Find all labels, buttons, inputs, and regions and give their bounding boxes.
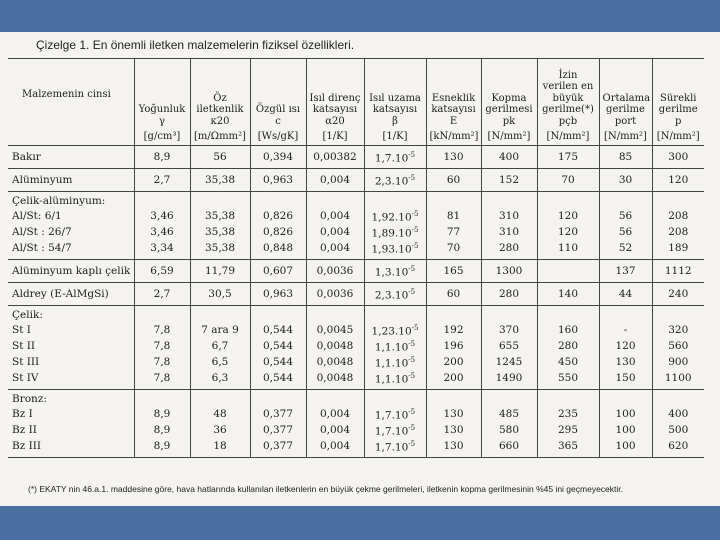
- table-cell: [481, 192, 537, 208]
- material-name: Al/St : 26/7: [12, 225, 72, 238]
- table-cell: 200: [426, 354, 481, 370]
- material-name: Al/St: 6/1: [12, 209, 62, 222]
- table-cell: $1,1.10^{-5}$: [364, 338, 426, 354]
- table-cell: 0,394: [250, 146, 306, 169]
- table-cell: 0,0048: [306, 354, 364, 370]
- table-cell: 0,0048: [306, 370, 364, 390]
- table-cell: [250, 390, 306, 406]
- material-name: Çelik-alüminyum:: [8, 192, 134, 208]
- material-name: Aldrey (E-AlMgSi): [8, 283, 134, 306]
- table-cell: 6,5: [190, 354, 250, 370]
- table-cell: [190, 390, 250, 406]
- material-name: St IV: [12, 371, 39, 384]
- table-cell: [306, 390, 364, 406]
- column-header: [364, 59, 426, 130]
- table-cell: 0,004: [306, 240, 364, 260]
- column-label: Ortalama gerilme: [602, 92, 651, 115]
- header-row: [8, 59, 704, 130]
- document-page: [0, 32, 720, 506]
- table-cell: [426, 390, 481, 406]
- table-cell: 152: [481, 169, 537, 192]
- table-cell: 85: [599, 146, 652, 169]
- table-cell: 6,59: [134, 260, 190, 283]
- column-header: [8, 59, 134, 130]
- column-symbol: γ: [159, 115, 165, 127]
- table-cell: 18: [190, 438, 250, 458]
- table-cell: $1,1.10^{-5}$: [364, 370, 426, 390]
- column-symbol: pçb: [558, 115, 578, 127]
- table-cell: 0,004: [306, 406, 364, 422]
- table-cell: 310: [481, 208, 537, 224]
- column-symbol: κ20: [210, 115, 230, 127]
- table-cell: $1,93.10^{-5}$: [364, 240, 426, 260]
- table-cell: $1,89.10^{-5}$: [364, 224, 426, 240]
- column-symbol: c: [275, 115, 281, 127]
- table-row: [8, 354, 704, 370]
- table-cell: 485: [481, 406, 537, 422]
- table-cell: 7,8: [134, 338, 190, 354]
- table-cell: 196: [426, 338, 481, 354]
- table-cell: 0,544: [250, 322, 306, 338]
- column-symbol: E: [449, 115, 458, 127]
- table-cell: -: [599, 322, 652, 338]
- table-cell: 1112: [652, 260, 704, 283]
- table-cell: 3,34: [134, 240, 190, 260]
- table-cell: [250, 306, 306, 322]
- table-cell: 365: [537, 438, 599, 458]
- table-cell: [426, 192, 481, 208]
- material-name: St III: [12, 355, 40, 368]
- table-cell: 70: [537, 169, 599, 192]
- table-title: Çizelge 1. En önemli iletken malzemelerin fiziksel özellikleri.: [36, 38, 355, 52]
- table-cell: [364, 192, 426, 208]
- material-name: Bz I: [12, 407, 33, 420]
- table-cell: 81: [426, 208, 481, 224]
- table-cell: [599, 306, 652, 322]
- table-cell: $1,23.10^{-5}$: [364, 322, 426, 338]
- table-cell: [134, 390, 190, 406]
- table-cell: 100: [599, 438, 652, 458]
- table-cell: 560: [652, 338, 704, 354]
- table-cell: 56: [599, 224, 652, 240]
- table-row: [8, 438, 704, 458]
- table-cell: 30,5: [190, 283, 250, 306]
- table-cell: 0,0048: [306, 338, 364, 354]
- table-cell: 0,377: [250, 406, 306, 422]
- table-cell: 7,8: [134, 322, 190, 338]
- table-cell: 450: [537, 354, 599, 370]
- table-cell: 60: [426, 283, 481, 306]
- table-cell: [537, 306, 599, 322]
- column-unit: [1/K]: [306, 129, 364, 146]
- table-cell: [481, 390, 537, 406]
- table-row: [8, 390, 704, 406]
- table-cell: [599, 390, 652, 406]
- column-symbol: β: [392, 115, 398, 127]
- table-cell: [364, 306, 426, 322]
- table-cell: 208: [652, 224, 704, 240]
- table-cell: 7,8: [134, 370, 190, 390]
- table-row: [8, 306, 704, 322]
- table-cell: 655: [481, 338, 537, 354]
- table-cell: 300: [652, 146, 704, 169]
- table-cell: 100: [599, 406, 652, 422]
- table-row: [8, 260, 704, 283]
- table-cell: [134, 192, 190, 208]
- column-label: Kopma gerilmesi: [485, 92, 533, 115]
- table-cell: 30: [599, 169, 652, 192]
- material-name: Bronz:: [8, 390, 134, 406]
- column-unit: [8, 129, 134, 146]
- table-cell: 140: [537, 283, 599, 306]
- table-cell: [364, 390, 426, 406]
- table-cell: 8,9: [134, 438, 190, 458]
- table-cell: 48: [190, 406, 250, 422]
- table-cell: 7,8: [134, 354, 190, 370]
- table-cell: 0,00382: [306, 146, 364, 169]
- table-cell: [652, 306, 704, 322]
- table-cell: 500: [652, 422, 704, 438]
- table-cell: 400: [652, 406, 704, 422]
- table-cell: 6,3: [190, 370, 250, 390]
- material-name: Çelik:: [8, 306, 134, 322]
- table-cell: $1,7.10^{-5}$: [364, 146, 426, 169]
- table-cell: [652, 390, 704, 406]
- column-label: Esneklik katsayısı: [431, 92, 476, 115]
- table-cell: 295: [537, 422, 599, 438]
- table-cell: 310: [481, 224, 537, 240]
- column-header: [599, 59, 652, 130]
- table-cell: 130: [426, 438, 481, 458]
- table-cell: 165: [426, 260, 481, 283]
- table-cell: $1,7.10^{-5}$: [364, 438, 426, 458]
- table-cell: 120: [537, 224, 599, 240]
- table-row: [8, 406, 704, 422]
- table-cell: 8,9: [134, 146, 190, 169]
- table-cell: 0,848: [250, 240, 306, 260]
- table-cell: 0,0045: [306, 322, 364, 338]
- table-cell: 35,38: [190, 240, 250, 260]
- table-cell: [537, 260, 599, 283]
- table-cell: $1,1.10^{-5}$: [364, 354, 426, 370]
- table-cell: $1,7.10^{-5}$: [364, 406, 426, 422]
- column-label: Özgül ısı: [255, 104, 301, 115]
- table-cell: $1,3.10^{-5}$: [364, 260, 426, 283]
- table-cell: 137: [599, 260, 652, 283]
- table-cell: 100: [599, 422, 652, 438]
- table-cell: 0,544: [250, 338, 306, 354]
- table-cell: 150: [599, 370, 652, 390]
- column-header: [481, 59, 537, 130]
- table-row: [8, 322, 704, 338]
- column-header: [250, 59, 306, 130]
- material-name: Al/St : 54/7: [12, 241, 72, 254]
- footnote: (*) EKATY nin 46.a.1. maddesine göre, hava hatlarında kullanılan iletkenlerin en büyük çekme gerilmeleri, iletkenin kopma gerilmesinin %45 ini geçmeyecektir.: [28, 484, 623, 494]
- table-cell: 0,544: [250, 370, 306, 390]
- column-label: Sürekli gerilme: [658, 92, 698, 115]
- table-cell: 7 ara 9: [190, 322, 250, 338]
- table-cell: 36: [190, 422, 250, 438]
- column-unit: [m/Ωmm²]: [190, 129, 250, 146]
- table-cell: 110: [537, 240, 599, 260]
- table-cell: [190, 192, 250, 208]
- table-row: [8, 338, 704, 354]
- table-body: [8, 146, 704, 458]
- table-cell: 0,004: [306, 169, 364, 192]
- table-cell: 280: [537, 338, 599, 354]
- table-cell: 160: [537, 322, 599, 338]
- column-header: [537, 59, 599, 130]
- table-row: [8, 422, 704, 438]
- table-cell: 200: [426, 370, 481, 390]
- table-cell: 660: [481, 438, 537, 458]
- material-name: St I: [12, 323, 31, 336]
- table-cell: 70: [426, 240, 481, 260]
- table-cell: $1,7.10^{-5}$: [364, 422, 426, 438]
- table-cell: 52: [599, 240, 652, 260]
- table-cell: 120: [652, 169, 704, 192]
- column-unit: [1/K]: [364, 129, 426, 146]
- table-cell: 400: [481, 146, 537, 169]
- table-cell: 35,38: [190, 208, 250, 224]
- column-unit: [Ws/gK]: [250, 129, 306, 146]
- table-row: [8, 169, 704, 192]
- table-cell: 0,377: [250, 438, 306, 458]
- table-cell: 235: [537, 406, 599, 422]
- column-label: Isıl direnç katsayısı: [309, 92, 361, 115]
- table-cell: 0,004: [306, 438, 364, 458]
- column-unit: [N/mm²]: [537, 129, 599, 146]
- properties-table: [8, 58, 704, 458]
- table-cell: 0,963: [250, 169, 306, 192]
- table-cell: 0,607: [250, 260, 306, 283]
- column-unit: [N/mm²]: [652, 129, 704, 146]
- table-cell: 44: [599, 283, 652, 306]
- table-cell: 240: [652, 283, 704, 306]
- units-row: [8, 129, 704, 146]
- column-symbol: pk: [502, 115, 516, 127]
- column-header: [426, 59, 481, 130]
- table-cell: 130: [426, 406, 481, 422]
- table-cell: 192: [426, 322, 481, 338]
- table-cell: 175: [537, 146, 599, 169]
- table-cell: [306, 192, 364, 208]
- table-cell: [537, 390, 599, 406]
- column-symbol: port: [614, 115, 637, 127]
- table-cell: 0,826: [250, 208, 306, 224]
- column-header: [190, 59, 250, 130]
- table-cell: 56: [190, 146, 250, 169]
- table-cell: 11,79: [190, 260, 250, 283]
- table-cell: 130: [599, 354, 652, 370]
- table-cell: $2,3.10^{-5}$: [364, 169, 426, 192]
- table-cell: 0,0036: [306, 260, 364, 283]
- material-name: St II: [12, 339, 36, 352]
- table-row: [8, 192, 704, 208]
- table-cell: $2,3.10^{-5}$: [364, 283, 426, 306]
- table-cell: [306, 306, 364, 322]
- column-symbol: α20: [325, 115, 345, 127]
- table-cell: 8,9: [134, 406, 190, 422]
- table-cell: 35,38: [190, 169, 250, 192]
- column-header: [652, 59, 704, 130]
- table-cell: 0,963: [250, 283, 306, 306]
- material-name: Alüminyum kaplı çelik: [8, 260, 134, 283]
- table-cell: [652, 192, 704, 208]
- table-cell: 1490: [481, 370, 537, 390]
- table-row: [8, 240, 704, 260]
- column-label: Isıl uzama katsayısı: [369, 92, 421, 115]
- column-label: İzin verilen en büyük gerilme(*): [542, 69, 594, 115]
- table-cell: 1100: [652, 370, 704, 390]
- table-row: [8, 146, 704, 169]
- table-cell: 208: [652, 208, 704, 224]
- material-name: Alüminyum: [8, 169, 134, 192]
- table-cell: 3,46: [134, 208, 190, 224]
- table-cell: 0,544: [250, 354, 306, 370]
- column-symbol: p: [675, 115, 682, 127]
- table-cell: 8,9: [134, 422, 190, 438]
- table-cell: 0,004: [306, 208, 364, 224]
- table-cell: 550: [537, 370, 599, 390]
- table-cell: 280: [481, 283, 537, 306]
- table-cell: 580: [481, 422, 537, 438]
- table-cell: 0,826: [250, 224, 306, 240]
- column-unit: [N/mm²]: [481, 129, 537, 146]
- column-unit: [g/cm³]: [134, 129, 190, 146]
- table-cell: 2,7: [134, 169, 190, 192]
- material-name: Bz III: [12, 439, 42, 452]
- table-cell: 77: [426, 224, 481, 240]
- table-cell: 6,7: [190, 338, 250, 354]
- table-cell: 0,377: [250, 422, 306, 438]
- table-cell: 60: [426, 169, 481, 192]
- table-cell: 1300: [481, 260, 537, 283]
- table-cell: 1245: [481, 354, 537, 370]
- table-cell: 280: [481, 240, 537, 260]
- column-header: [134, 59, 190, 130]
- table-cell: 120: [599, 338, 652, 354]
- table-row: [8, 283, 704, 306]
- column-label: Yoğunluk: [138, 104, 186, 115]
- table-cell: 35,38: [190, 224, 250, 240]
- table-row: [8, 208, 704, 224]
- table-cell: $1,92.10^{-5}$: [364, 208, 426, 224]
- table-cell: [537, 192, 599, 208]
- table-row: [8, 370, 704, 390]
- table-cell: [134, 306, 190, 322]
- table-cell: [190, 306, 250, 322]
- table-cell: 120: [537, 208, 599, 224]
- table-cell: 3,46: [134, 224, 190, 240]
- table-cell: 0,004: [306, 224, 364, 240]
- column-label: Malzemenin cinsi: [22, 89, 111, 101]
- material-name: Bakır: [8, 146, 134, 169]
- table-cell: 0,0036: [306, 283, 364, 306]
- table-cell: 2,7: [134, 283, 190, 306]
- table-cell: [426, 306, 481, 322]
- column-label: Öz iletkenlik: [196, 92, 244, 115]
- column-unit: [kN/mm²]: [426, 129, 481, 146]
- table-cell: 620: [652, 438, 704, 458]
- table-cell: 130: [426, 146, 481, 169]
- table-cell: 56: [599, 208, 652, 224]
- table-cell: [481, 306, 537, 322]
- column-header: [306, 59, 364, 130]
- table-cell: 0,004: [306, 422, 364, 438]
- table-cell: 900: [652, 354, 704, 370]
- table-cell: 320: [652, 322, 704, 338]
- table-cell: 189: [652, 240, 704, 260]
- table-row: [8, 224, 704, 240]
- table-cell: [599, 192, 652, 208]
- material-name: Bz II: [12, 423, 37, 436]
- table-cell: [250, 192, 306, 208]
- table-cell: 130: [426, 422, 481, 438]
- column-unit: [N/mm²]: [599, 129, 652, 146]
- table-cell: 370: [481, 322, 537, 338]
